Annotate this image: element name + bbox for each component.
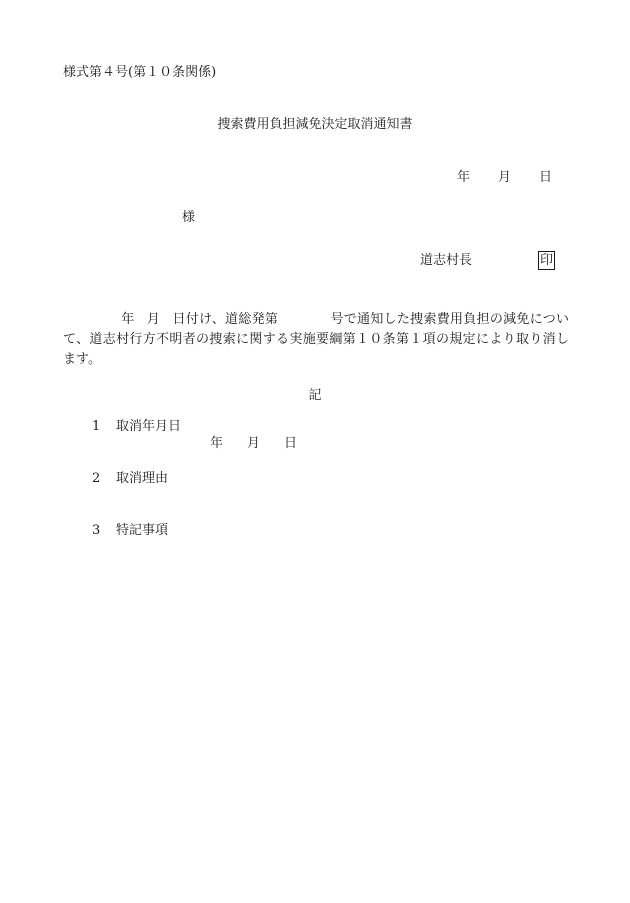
item-number: 1 (92, 419, 101, 434)
seal-mark: 印 (540, 253, 554, 268)
issuer (420, 251, 555, 270)
list-item-cancel-date (92, 420, 181, 433)
item-label: 取消理由 (116, 471, 169, 486)
issue-date-month: 月 (497, 170, 511, 185)
body-month: 月 (146, 312, 161, 327)
issue-date-year: 年 (456, 170, 470, 185)
form-number: 様式第４号(第１０条関係) (63, 65, 217, 80)
body-year: 年 (121, 312, 135, 327)
item-label: 特記事項 (116, 523, 169, 538)
recipient-suffix: 様 (182, 210, 196, 225)
ki-heading: 記 (308, 388, 322, 403)
cancel-date-month: 月 (247, 436, 261, 451)
document-title: 捜索費用負担減免決定取消通知書 (217, 117, 413, 132)
body-text-part1: 日付け、道総発第 (172, 312, 279, 327)
issue-date-day: 日 (538, 170, 552, 185)
cancel-date-year: 年 (210, 436, 224, 451)
list-item-cancel-reason (92, 472, 168, 485)
issue-date (457, 171, 552, 184)
item-number: 2 (92, 471, 101, 486)
issuer-title: 道志村長 (420, 253, 473, 268)
body-text-part2: 号で通知した捜索費用負担の減免について、道志村行方不明者の捜索に関する実施要綱第１０条第１項の規定により取り消します。 (63, 312, 569, 367)
item-label: 取消年月日 (116, 419, 182, 434)
list-item-special-notes (92, 524, 168, 537)
item-number: 3 (92, 523, 101, 538)
body-paragraph (63, 310, 569, 370)
cancel-date-day: 日 (284, 436, 298, 451)
cancel-date-line (210, 437, 297, 450)
